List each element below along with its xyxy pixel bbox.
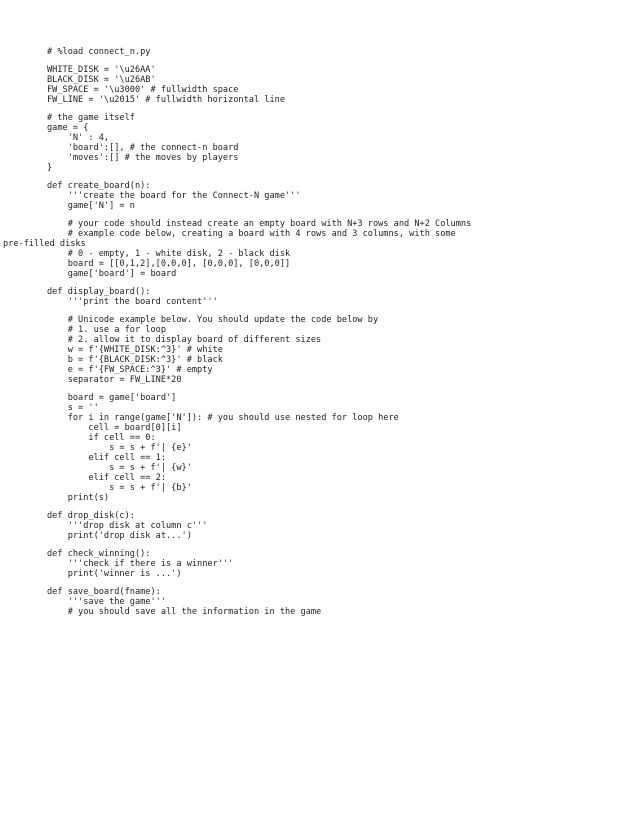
code-line: # 0 - empty, 1 - white disk, 2 - black disk xyxy=(47,249,291,259)
code-line: def drop_disk(c): xyxy=(47,511,135,521)
code-line: # Unicode example below. You should update the code below by xyxy=(47,315,379,325)
blank-line xyxy=(47,503,471,511)
code-line: board = [[0,1,2],[0,0,0], [0,0,0], [0,0,0]] xyxy=(47,259,291,269)
code-line: game['N'] = n xyxy=(47,201,135,211)
code-line: 'N' : 4, xyxy=(47,133,110,143)
code-line: board = game['board'] xyxy=(47,393,177,403)
code-line: # 1. use a for loop xyxy=(47,325,166,335)
code-line: elif cell == 1: xyxy=(47,453,166,463)
code-line: pre-filled disks xyxy=(3,239,86,249)
code-line: # %load connect_n.py xyxy=(47,47,151,57)
code-line: WHITE_DISK = '\u26AA' xyxy=(47,65,156,75)
code-line: def create_board(n): xyxy=(47,181,151,191)
blank-line xyxy=(47,105,471,113)
blank-line xyxy=(47,279,471,287)
code-line: # you should save all the information in the game xyxy=(47,607,322,617)
blank-line xyxy=(47,579,471,587)
code-line: print(s) xyxy=(47,493,110,503)
code-line: e = f'{FW_SPACE:^3}' # empty xyxy=(47,365,213,375)
code-line: } xyxy=(47,163,53,173)
code-line: def save_board(fname): xyxy=(47,587,161,597)
code-line: 'board':[], # the connect-n board xyxy=(47,143,239,153)
code-line: '''create the board for the Connect-N game''' xyxy=(47,191,301,201)
code-line: elif cell == 2: xyxy=(47,473,166,483)
blank-line xyxy=(47,307,471,315)
code-line: '''check if there is a winner''' xyxy=(47,559,234,569)
code-line: for i in range(game['N']): # you should use nested for loop here xyxy=(47,413,399,423)
code-line: s = s + f'| {w}' xyxy=(47,463,192,473)
code-line: def check_winning(): xyxy=(47,549,151,559)
code-line: s = s + f'| {b}' xyxy=(47,483,192,493)
code-listing xyxy=(3,47,472,617)
blank-line xyxy=(47,173,471,181)
code-line: # the game itself xyxy=(47,113,135,123)
blank-line xyxy=(47,211,471,219)
blank-line xyxy=(47,541,471,549)
code-line: FW_SPACE = '\u3000' # fullwidth space xyxy=(47,85,239,95)
blank-line xyxy=(47,385,471,393)
code-line: s = s + f'| {e}' xyxy=(47,443,192,453)
code-line: print('drop disk at...') xyxy=(47,531,192,541)
code-line: # 2. allow it to display board of different sizes xyxy=(47,335,322,345)
code-line: '''save the game''' xyxy=(47,597,166,607)
code-line: s = '' xyxy=(47,403,99,413)
code-line: BLACK_DISK = '\u26AB' xyxy=(47,75,156,85)
code-line: game['board'] = board xyxy=(47,269,177,279)
code-line: w = f'{WHITE_DISK:^3}' # white xyxy=(47,345,223,355)
code-line: separator = FW_LINE*20 xyxy=(47,375,182,385)
code-line: '''print the board content''' xyxy=(47,297,218,307)
code-line: b = f'{BLACK_DISK:^3}' # black xyxy=(47,355,223,365)
code-line: game = { xyxy=(47,123,89,133)
code-line: print('winner is ...') xyxy=(47,569,182,579)
code-line: if cell == 0: xyxy=(47,433,156,443)
code-line: 'moves':[] # the moves by players xyxy=(47,153,239,163)
code-line: def display_board(): xyxy=(47,287,151,297)
code-line: '''drop disk at column c''' xyxy=(47,521,208,531)
code-line: cell = board[0][i] xyxy=(47,423,182,433)
code-line: # your code should instead create an empty board with N+3 rows and N+2 Columns xyxy=(47,219,472,229)
code-line: # example code below, creating a board with 4 rows and 3 columns, with some xyxy=(47,229,456,239)
code-line: FW_LINE = '\u2015' # fullwidth horizontal line xyxy=(47,95,285,105)
blank-line xyxy=(47,57,471,65)
